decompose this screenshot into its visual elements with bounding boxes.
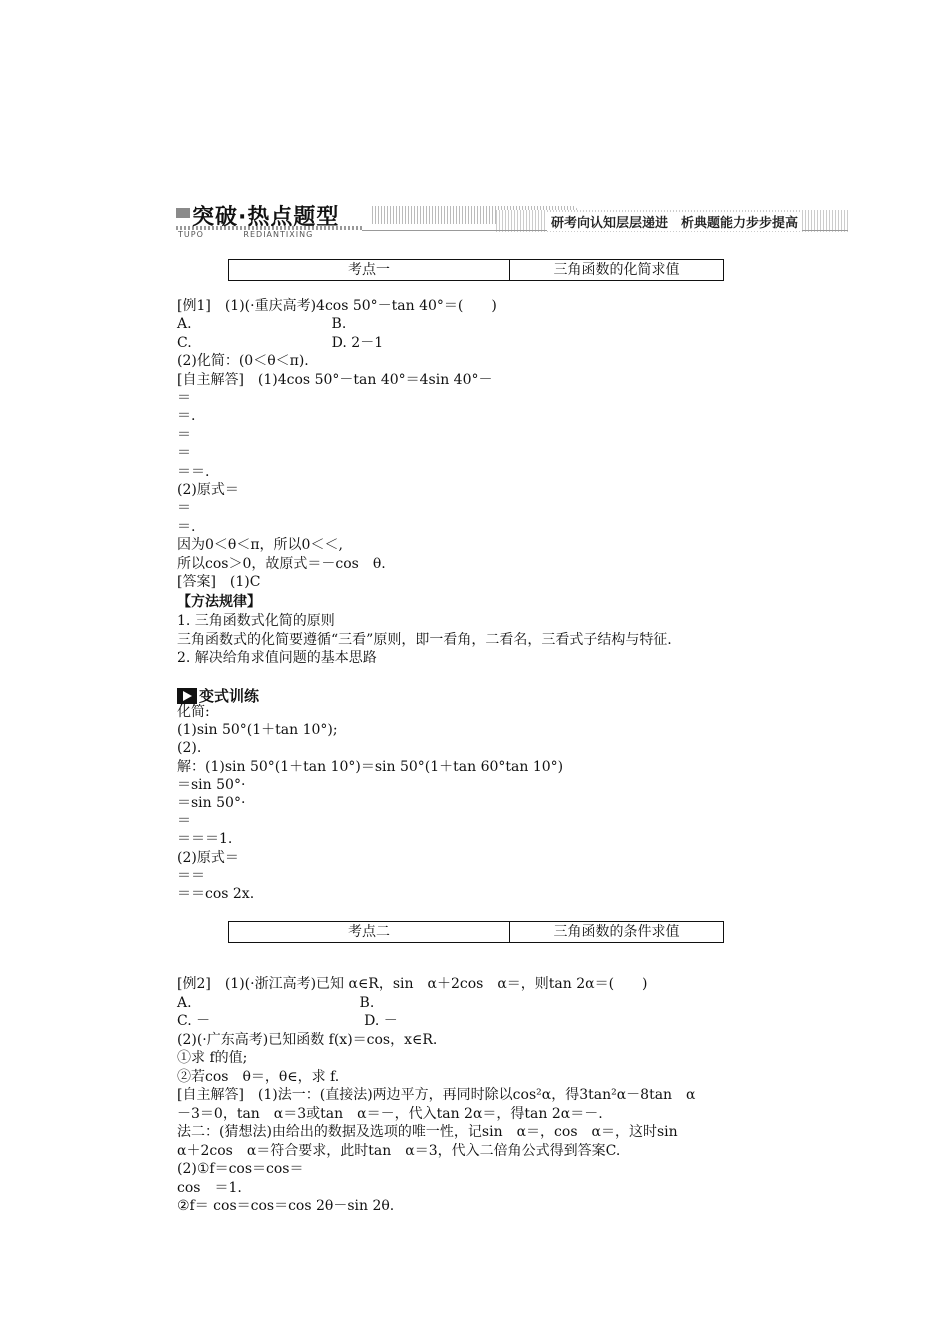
- variant-line: ＝＝＝1.: [177, 831, 233, 848]
- variant-line: ＝sin 50°·: [177, 776, 246, 793]
- solution-line: (2)(·广东高考)已知函数 f(x)＝cos，x∈R.: [177, 1031, 438, 1048]
- kaodian-name: 考点二: [229, 922, 510, 942]
- variant-label: 变式训练: [199, 687, 260, 705]
- solution-line: (2)化简：(0＜θ＜π).: [177, 353, 309, 370]
- solution-line: (2)原式＝: [177, 482, 239, 498]
- solution-line: [自主解答] (1)4cos 50°－tan 40°＝4sin 40°－: [177, 371, 493, 388]
- solution-line: ＝: [177, 426, 191, 443]
- solution-line: [答案] (1)C: [177, 574, 261, 590]
- method-line: 三角函数式的化简要遵循“三看”原则，即一看角，二看名，三看式子结构与特征.: [177, 631, 672, 648]
- variant-line: ＝: [177, 813, 191, 830]
- variant-line: (2)原式＝: [177, 849, 239, 866]
- solution-line: 所以cos＞0，故原式＝－cos θ.: [177, 555, 386, 572]
- section-banner: [176, 200, 848, 240]
- variant-line: ＝＝: [177, 867, 205, 884]
- solution-line: C. D. 2－1: [177, 334, 384, 351]
- method-line: 1. 三角函数式化简的原则: [177, 613, 335, 629]
- solution-line: ＝: [177, 445, 191, 462]
- banner-bar: [176, 208, 190, 218]
- method-heading: 【方法规律】: [177, 594, 261, 610]
- method-line: 2. 解决给角求值问题的基本思路: [177, 650, 377, 666]
- kaodian-table-2: [228, 921, 724, 943]
- solution-line: ＝: [177, 390, 191, 406]
- solution-line: [例1] (1)(·重庆高考)4cos 50°－tan 40°＝( ): [177, 298, 497, 314]
- kaodian-table-1: [228, 259, 724, 281]
- solution-line: 因为0＜θ＜π，所以0＜＜,: [177, 537, 343, 554]
- solution-line: ＝.: [177, 518, 196, 535]
- play-triangle-icon: [177, 688, 197, 704]
- solution-line: A. B.: [177, 316, 347, 333]
- solution-line: cos ＝1.: [177, 1179, 242, 1196]
- solution-line: ＝＝.: [177, 463, 210, 480]
- banner-sub-right: REDIANTIXING: [243, 230, 314, 239]
- solution-line: 法二：(猜想法)由给出的数据及选项的唯一性，记sin α＝，cos α＝，这时sin: [177, 1124, 678, 1140]
- solution-line: (2)①f＝cos＝cos＝: [177, 1161, 304, 1177]
- variant-line: (1)sin 50°(1＋tan 10°);: [177, 722, 338, 739]
- kaodian-topic: 三角函数的化简求值: [553, 262, 680, 278]
- banner-subtitle: [178, 230, 349, 239]
- solution-line: A. B.: [177, 994, 375, 1011]
- variant-line: ＝＝cos 2x.: [177, 886, 255, 902]
- variant-line: (2).: [177, 740, 202, 757]
- variant-line: 化简:: [177, 704, 210, 720]
- banner-tagline: 研考向认知层层递进 析典题能力步步提高: [547, 212, 802, 231]
- solution-line: C. － D. －: [177, 1013, 398, 1029]
- solution-line: ＝.: [177, 408, 196, 425]
- solution-line: ＝: [177, 500, 191, 517]
- banner-title: 突破·热点题型: [192, 205, 340, 230]
- kaodian-topic: 三角函数的条件求值: [553, 924, 680, 940]
- banner-sub-left: TUPO: [178, 230, 204, 239]
- solution-line: －3＝0，tan α＝3或tan α＝－，代入tan 2α＝，得tan 2α＝－.: [177, 1105, 603, 1122]
- solution-line: ②若cos θ＝，θ∈，求 f.: [177, 1068, 340, 1085]
- solution-line: [例2] (1)(·浙江高考)已知 α∈R，sin α＋2cos α＝，则tan 2α＝( ): [177, 976, 648, 992]
- solution-line: [自主解答] (1)法一：(直接法)两边平方，再同时除以cos²α，得3tan²α－8tan α: [177, 1087, 696, 1103]
- variant-line: ＝sin 50°·: [177, 795, 246, 811]
- variant-line: 解：(1)sin 50°(1＋tan 10°)＝sin 50°(1＋tan 60°tan 10°): [177, 758, 564, 775]
- solution-line: α＋2cos α＝符合要求，此时tan α＝3，代入二倍角公式得到答案C.: [177, 1142, 621, 1159]
- kaodian-name: 考点一: [229, 260, 510, 280]
- solution-line: ①求 f的值;: [177, 1050, 248, 1066]
- solution-line: ②f＝ cos＝cos＝cos 2θ－sin 2θ.: [177, 1198, 395, 1214]
